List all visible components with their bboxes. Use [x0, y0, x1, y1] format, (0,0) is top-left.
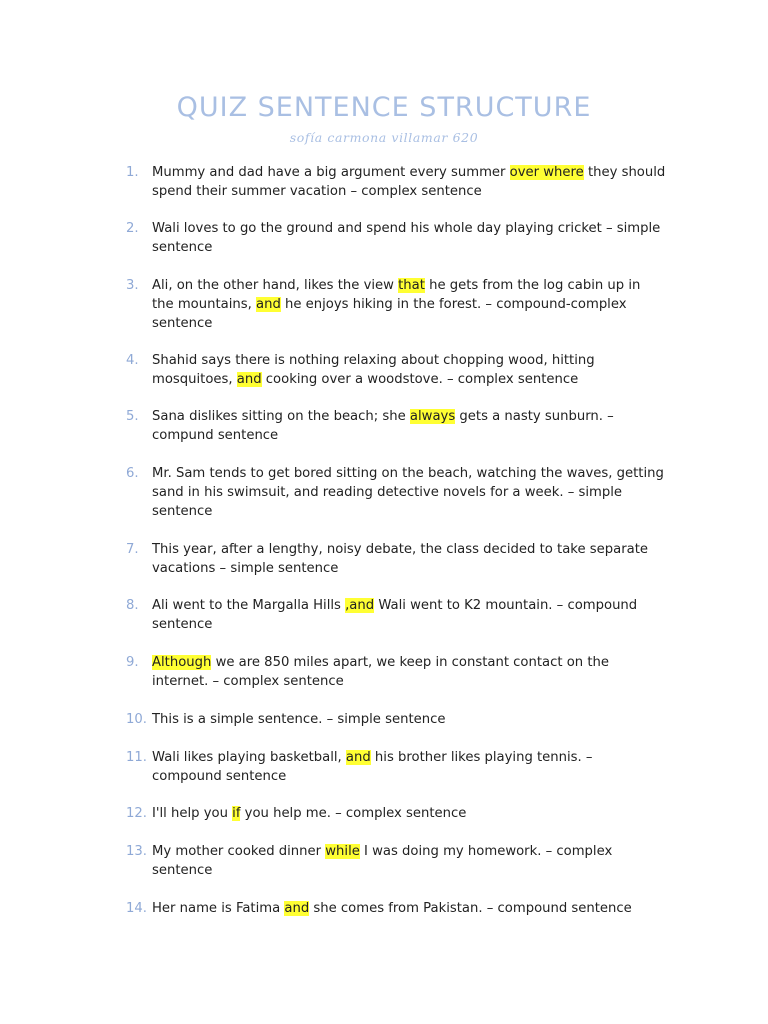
question-number: 1.	[126, 165, 139, 180]
sentence-text: she comes from Pakistan. – compound sentence	[309, 901, 632, 916]
highlighted-word: and	[284, 901, 310, 916]
sentence-text: we are 850 miles apart, we keep in constant contact on the internet. – complex sentence	[152, 655, 609, 689]
question-number: 6.	[126, 466, 139, 481]
question-number: 2.	[126, 221, 139, 236]
highlighted-word: always	[409, 409, 456, 424]
question-item	[126, 540, 666, 578]
sentence-text: you help me. – complex sentence	[240, 806, 467, 821]
question-text	[152, 219, 666, 257]
question-text	[152, 351, 666, 389]
sentence-text: he enjoys hiking in the forest. – compound-complex sentence	[152, 297, 627, 331]
sentence-text: cooking over a woodstove. – complex sentence	[261, 372, 579, 387]
question-text	[152, 407, 666, 445]
highlighted-word: while	[325, 844, 360, 859]
sentence-text: This is a simple sentence. – simple sentence	[152, 712, 446, 727]
sentence-text: Wali went to K2 mountain. – compound sentence	[152, 598, 638, 632]
sentence-text: they should spend their summer vacation – complex sentence	[152, 165, 666, 199]
question-text	[152, 653, 666, 691]
sentence-text: gets a nasty sunburn. – compund sentence	[152, 409, 614, 443]
question-number: 13.	[126, 844, 147, 859]
highlighted-word: and	[345, 750, 371, 765]
question-text	[152, 276, 666, 333]
sentence-text: Ali, on the other hand, likes the view	[152, 278, 399, 293]
question-text	[152, 163, 666, 201]
sentence-text: Ali went to the Margalla Hills	[152, 598, 346, 613]
question-text	[152, 540, 666, 578]
question-item	[126, 219, 666, 257]
question-number: 11.	[126, 750, 147, 765]
question-item	[126, 276, 666, 333]
highlighted-word: over where	[509, 165, 584, 180]
question-item	[126, 653, 666, 691]
sentence-text: his brother likes playing tennis. – compound sentence	[152, 750, 593, 784]
question-number: 4.	[126, 353, 139, 368]
sentence-text: Wali loves to go the ground and spend his whole day playing cricket – simple sentence	[152, 221, 661, 255]
sentence-text: My mother cooked dinner	[152, 844, 326, 859]
sentence-text: Mr. Sam tends to get bored sitting on the beach, watching the waves, getting sand in his swimsuit, and reading detective novels for a week. – simple sentence	[152, 466, 664, 519]
question-item	[126, 351, 666, 389]
sentence-text: he gets from the log cabin up in the mountains,	[152, 278, 641, 312]
question-number: 9.	[126, 655, 139, 670]
sentence-text: Sana dislikes sitting on the beach; she	[152, 409, 410, 424]
highlighted-word: if	[232, 806, 241, 821]
quiz-title: QUIZ SENTENCE STRUCTURE	[176, 92, 592, 123]
question-number: 5.	[126, 409, 139, 424]
question-number: 10.	[126, 712, 147, 727]
question-item	[126, 407, 666, 445]
question-text	[152, 464, 666, 521]
sentence-text: I'll help you	[152, 806, 233, 821]
sentence-text: Shahid says there is nothing relaxing about chopping wood, hitting mosquitoes,	[152, 353, 595, 387]
question-text	[152, 804, 666, 823]
author-subtitle: sofía carmona villamar 620	[289, 130, 479, 145]
question-item	[126, 899, 666, 918]
sentence-text: Wali likes playing basketball,	[152, 750, 346, 765]
question-item	[126, 163, 666, 201]
question-number: 12.	[126, 806, 147, 821]
question-text	[152, 748, 666, 786]
question-item	[126, 842, 666, 880]
highlighted-word: Although	[152, 655, 212, 670]
sentence-text: I was doing my homework. – complex sentence	[152, 844, 613, 878]
question-number: 8.	[126, 598, 139, 613]
question-item	[126, 748, 666, 786]
question-text	[152, 710, 666, 729]
highlighted-word: ,and	[345, 598, 375, 613]
sentence-text: Mummy and dad have a big argument every summer	[152, 165, 510, 180]
question-number: 3.	[126, 278, 139, 293]
question-item	[126, 596, 666, 634]
sentence-text: This year, after a lengthy, noisy debate, the class decided to take separate vacations – simple sentence	[152, 542, 648, 576]
sentence-text: Her name is Fatima	[152, 901, 285, 916]
question-text	[152, 596, 666, 634]
question-item	[126, 464, 666, 521]
highlighted-word: that	[398, 278, 425, 293]
question-number: 7.	[126, 542, 139, 557]
question-text	[152, 899, 666, 918]
highlighted-word: and	[256, 297, 281, 312]
question-number: 14.	[126, 901, 147, 916]
question-item	[126, 710, 666, 729]
question-item	[126, 804, 666, 823]
highlighted-word: and	[236, 372, 262, 387]
question-text	[152, 842, 666, 880]
